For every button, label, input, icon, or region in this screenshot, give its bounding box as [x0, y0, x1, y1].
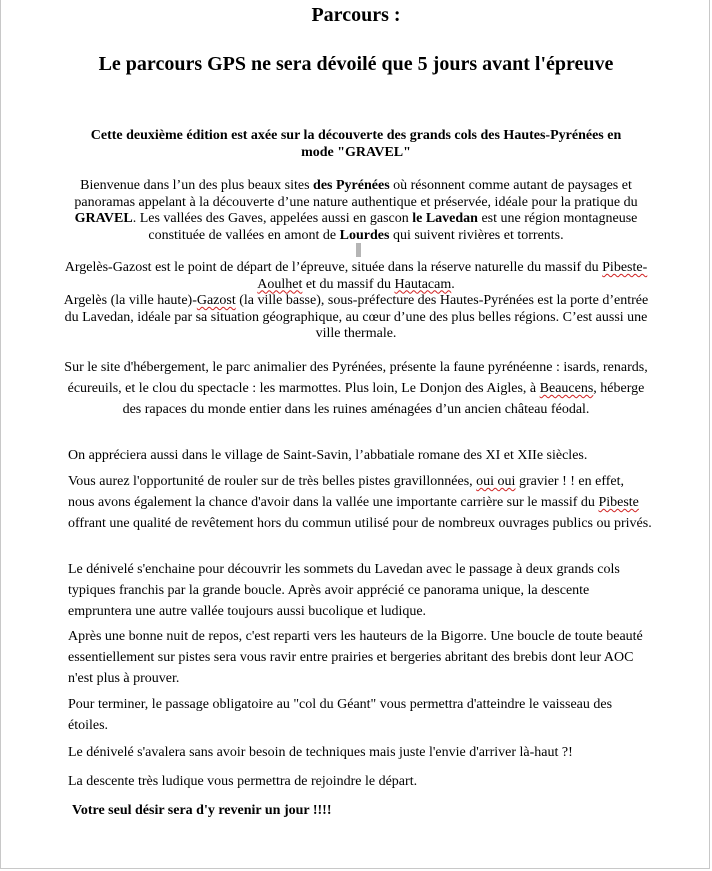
intro-line-1: Cette deuxième édition est axée sur la découverte des grands cols des Hautes-Pyrénées en: [90, 128, 622, 143]
paragraph-col-du-geant: Pour terminer, le passage obligatoire au "col du Géant" vous permettra d'atteindre le vaisseau des étoiles.: [68, 697, 613, 733]
paragraph-argeles: Argelès-Gazost est le point de départ de l’épreuve, située dans la réserve naturelle du massif du Pibeste-Aoulhet et du massif du Hautacam. Argelès (la ville haute)-Gazost (la ville basse), sous-préfecture des Hautes-Pyrénées est la porte d’entrée du Lavedan, idéale par sa situation géographique, au cœur d’une des plus belles régions. C’est aussi une ville thermale.: [63, 260, 649, 341]
paragraph-repos: Après une bonne nuit de repos, c'est reparti vers les hauteurs de la Bigorre. Une boucle de toute beauté essentiellement sur pistes sera vous ravir entre prairies et bergeries abritant des brebis dont leur AOC n'est plus à prouver.: [68, 629, 643, 686]
paragraph-welcome: Bienvenue dans l’un des plus beaux sites des Pyrénées où résonnent comme autant de paysages et panoramas appelant à la découverte d’une nature authentique et préservée, idéale pour la pratique du GRAVEL. Les vallées des Gaves, appelées aussi en gascon le Lavedan est une région montagneuse constituée de vallées en amont de Lourdes qui suivent rivières et torrents.: [74, 178, 638, 243]
page-subtitle: Le parcours GPS ne sera dévoilé que 5 jours avant l'épreuve: [98, 53, 614, 75]
intro-line-2: mode "GRAVEL": [301, 145, 411, 160]
paragraph-hebergement: Sur le site d'hébergement, le parc animalier des Pyrénées, présente la faune pyrénéenne : isards, renards, écureuils, et le clou du spectacle : les marmottes. Plus loin, Le Donjon des Aigles, à Beaucens, héberge des rapaces du monde entier dans les ruines aménagées d’un ancien château féodal.: [64, 360, 648, 417]
paragraph-denivele: Le dénivelé s'enchaine pour découvrir les sommets du Lavedan avec le passage à deux grands cols typiques franchis par la grande boucle. Après avoir apprécié ce panorama unique, la descente empruntera une autre vallée toujours aussi bucolique et ludique.: [68, 562, 620, 619]
paragraph-denivele-final: Le dénivelé s'avalera sans avoir besoin de techniques mais juste l'envie d'arriver là-haut ?!: [68, 745, 573, 760]
intro-paragraph: [60, 127, 652, 161]
closing-statement: Votre seul désir sera d'y revenir un jour !!!!: [72, 803, 332, 818]
text-cursor: [356, 243, 361, 257]
paragraph-descente: La descente très ludique vous permettra de rejoindre le départ.: [68, 774, 418, 789]
paragraph-saint-savin: On appréciera aussi dans le village de Saint-Savin, l’abbatiale romane des XI et XIIe siècles.: [68, 448, 588, 463]
page-title: Parcours :: [311, 4, 401, 26]
paragraph-pistes: Vous aurez l'opportunité de rouler sur de très belles pistes gravillonnées, oui oui gravier ! ! en effet, nous avons également la chance d'avoir dans la vallée une importante carrière sur le massif du Pibeste offrant une qualité de revêtement hors du commun utilisé pour de nombreux ouvrages publics ou privés.: [68, 474, 652, 531]
